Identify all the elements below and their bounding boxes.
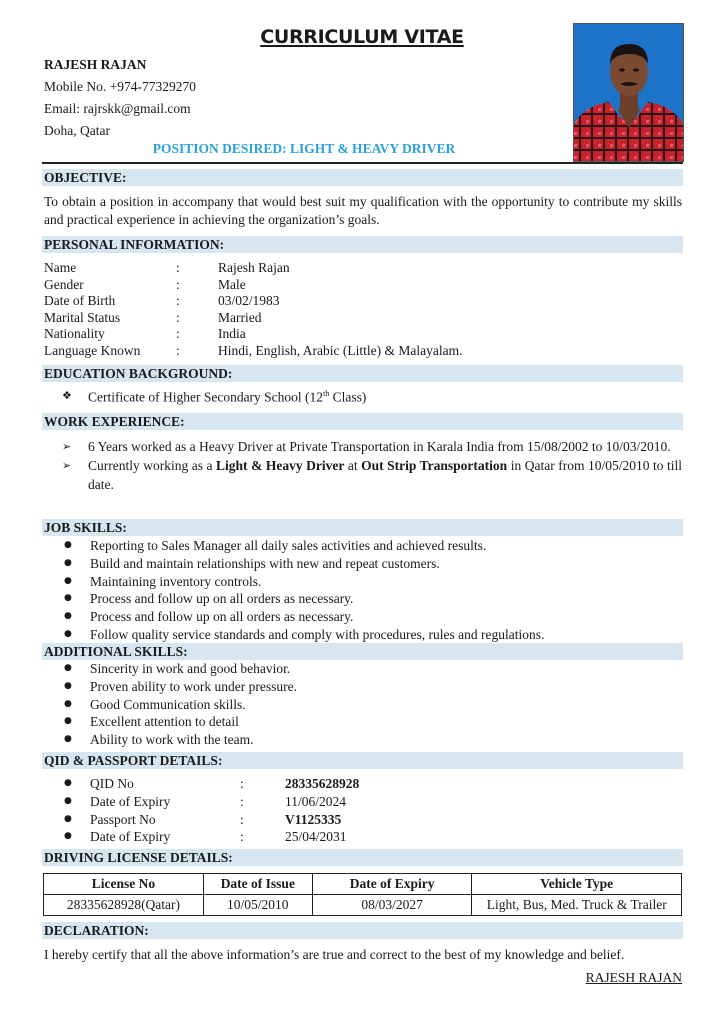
table-cell: 08/03/2027 [312, 895, 472, 916]
location: Doha, Qatar [44, 123, 110, 138]
bullet-icon: ● [64, 611, 72, 622]
info-colon: : [176, 293, 180, 309]
column-header: License No [44, 874, 204, 895]
bullet-icon: ● [64, 680, 72, 691]
list-item [62, 456, 682, 494]
list-item: ● Process and follow up on all orders as necessary. [64, 609, 354, 625]
applicant-photo [573, 23, 684, 162]
personal-info-list [44, 260, 462, 360]
table-row [44, 895, 682, 916]
personal-info-row [44, 277, 462, 294]
section-header-personal-information: PERSONAL INFORMATION: [42, 236, 683, 253]
objective-text: To obtain a position in accompany that would best suit my qualification with the opportunity to contribute my skills and practical experience in achieving the organization’s goals. [44, 194, 682, 227]
section-header-driving-license: DRIVING LICENSE DETAILS: [42, 849, 683, 866]
list-item: ● Good Communication skills. [64, 696, 246, 712]
table-cell: 28335628928(Qatar) [44, 895, 204, 916]
info-value: Married [218, 309, 262, 325]
info-key: Date of Birth [44, 293, 116, 309]
info-colon: : [176, 342, 180, 358]
section-header-education: EDUCATION BACKGROUND: [42, 365, 683, 382]
personal-info-row [44, 343, 462, 360]
education-list [62, 389, 682, 406]
table-cell: 10/05/2010 [203, 895, 312, 916]
work-experience-list [62, 437, 682, 494]
bullet-icon: ● [64, 540, 72, 550]
column-header: Date of Expiry [312, 874, 472, 895]
info-colon: : [176, 309, 180, 325]
info-key: Name [44, 260, 77, 275]
column-header: Vehicle Type [472, 874, 682, 895]
license-table [43, 873, 682, 916]
bullet-icon: ● [64, 831, 72, 842]
list-item [62, 437, 682, 456]
list-item: ● Build and maintain relationships with new and repeat customers. [64, 555, 440, 571]
job-skills-list [62, 537, 682, 644]
email-address: Email: rajrskk@gmail.com [44, 101, 191, 116]
section-header-work-experience: WORK EXPERIENCE: [42, 413, 683, 430]
education-item: Certificate of Higher Secondary School (12th Class) [88, 389, 367, 405]
contact-block [44, 54, 196, 142]
bullet-icon: ● [64, 663, 72, 673]
list-item [62, 389, 682, 406]
table-header-row [44, 874, 682, 895]
additional-skills-list [62, 660, 682, 749]
section-header-additional-skills: ADDITIONAL SKILLS: [42, 643, 683, 660]
info-key: Marital Status [44, 309, 121, 325]
bullet-icon: ● [64, 698, 72, 709]
declaration-text: I hereby certify that all the above information’s are true and correct to the best of my knowledge and belief. [44, 947, 625, 962]
list-item: ● Reporting to Sales Manager all daily sales activities and achieved results. [64, 538, 487, 553]
bullet-icon: ● [64, 593, 72, 604]
personal-info-row [44, 326, 462, 343]
info-colon: : [176, 276, 180, 292]
document-title: CURRICULUM VITAE [260, 26, 464, 48]
section-header-job-skills: JOB SKILLS: [42, 519, 683, 536]
personal-info-row [44, 310, 462, 327]
section-header-declaration: DECLARATION: [42, 922, 683, 939]
table-cell: Light, Bus, Med. Truck & Trailer [472, 895, 682, 916]
info-key: Language Known [44, 342, 141, 358]
list-item: ● QID No : 28335628928 [64, 776, 360, 791]
info-value: 03/02/1983 [218, 293, 280, 309]
bullet-icon: ● [64, 557, 72, 568]
work-item: Currently working as a Light & Heavy Driver at Out Strip Transportation in Qatar from 10/05/2010 to till date. [88, 458, 682, 492]
info-value: Male [218, 276, 246, 292]
list-item: ● Passport No : V1125335 [64, 811, 342, 827]
diamond-bullet-icon: ❖ [62, 389, 72, 402]
list-item: ● Proven ability to work under pressure. [64, 678, 297, 694]
list-item: ● Ability to work with the team. [64, 732, 254, 748]
list-item: ● Excellent attention to detail [64, 714, 239, 730]
bullet-icon: ● [64, 716, 72, 727]
bullet-icon: ● [64, 575, 72, 586]
info-colon: : [176, 260, 180, 275]
arrow-bullet-icon: ➢ [62, 440, 72, 453]
header-divider [42, 162, 683, 164]
bullet-icon: ● [64, 778, 72, 788]
applicant-name: RAJESH RAJAN [44, 57, 147, 72]
list-item: ● Maintaining inventory controls. [64, 573, 262, 589]
arrow-bullet-icon: ➢ [62, 459, 72, 472]
signature-name: RAJESH RAJAN [585, 970, 682, 985]
personal-info-row [44, 293, 462, 310]
info-value: India [218, 326, 246, 342]
qid-passport-list [62, 775, 682, 846]
list-item: ● Date of Expiry : 25/04/2031 [64, 829, 347, 845]
list-item: ● Date of Expiry : 11/06/2024 [64, 793, 347, 809]
info-value: Rajesh Rajan [218, 260, 290, 275]
bullet-icon: ● [64, 734, 72, 745]
list-item: ● Sincerity in work and good behavior. [64, 661, 291, 676]
section-header-qid-passport: QID & PASSPORT DETAILS: [42, 752, 683, 769]
bullet-icon: ● [64, 813, 72, 824]
info-key: Nationality [44, 326, 105, 342]
info-key: Gender [44, 276, 84, 292]
info-colon: : [176, 326, 180, 342]
list-item: ● Process and follow up on all orders as necessary. [64, 591, 354, 607]
work-item: 6 Years worked as a Heavy Driver at Private Transportation in Karala India from 15/08/2002 to 10/03/2010. [88, 439, 671, 454]
bullet-icon: ● [64, 628, 72, 639]
column-header: Date of Issue [203, 874, 312, 895]
info-value: Hindi, English, Arabic (Little) & Malayalam. [218, 342, 463, 358]
list-item: ● Follow quality service standards and comply with procedures, rules and regulations. [64, 626, 545, 642]
bullet-icon: ● [64, 795, 72, 806]
mobile-number: Mobile No. +974-77329270 [44, 79, 196, 94]
position-desired: POSITION DESIRED: LIGHT & HEAVY DRIVER [152, 141, 456, 156]
section-header-objective: OBJECTIVE: [42, 169, 683, 186]
personal-info-row [44, 260, 462, 277]
